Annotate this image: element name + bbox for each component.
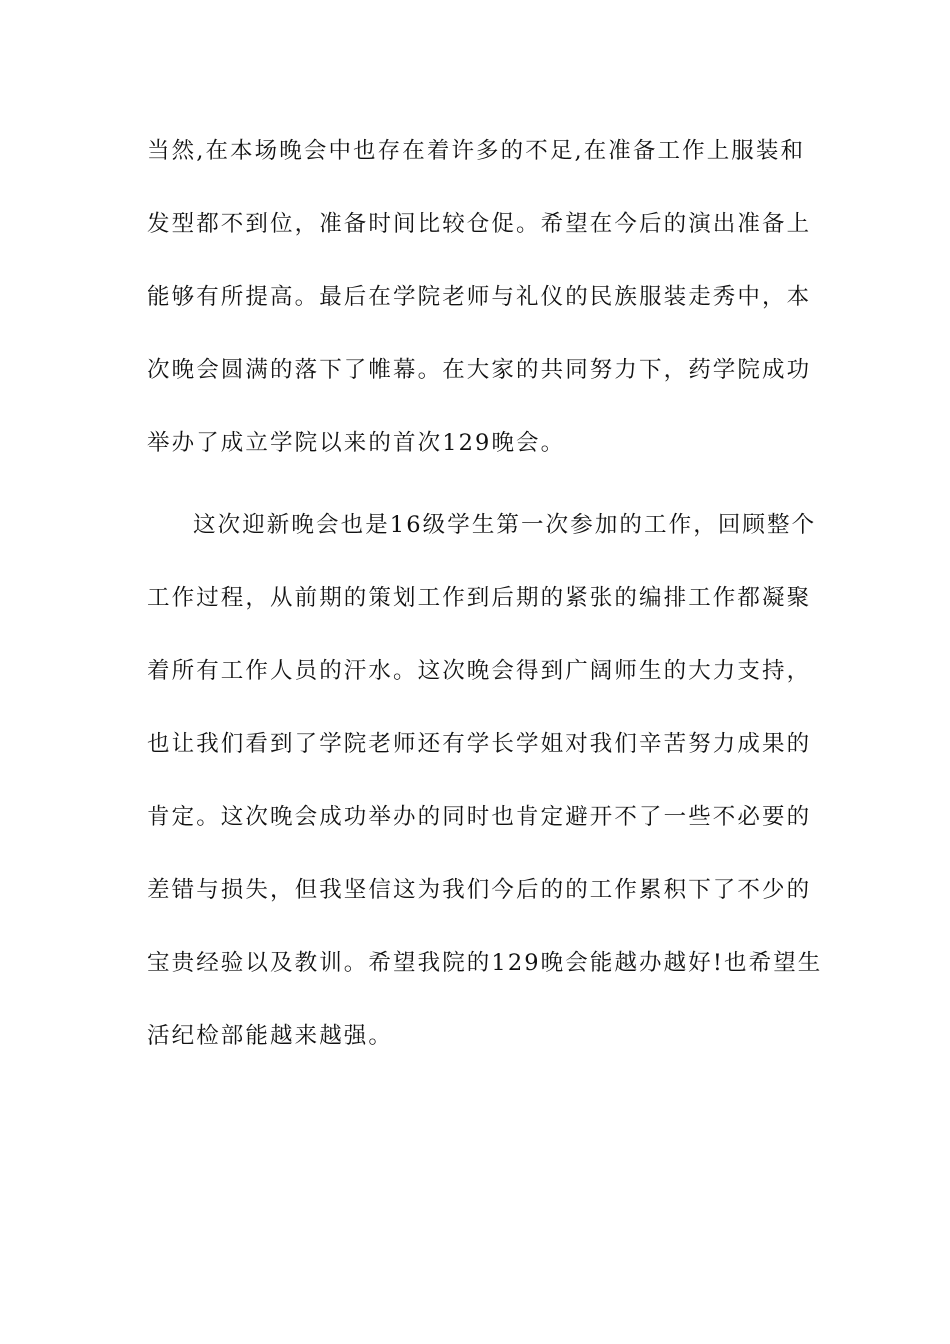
- text-line: 次晚会圆满的落下了帷幕。在大家的共同努力下，药学院成功: [147, 357, 812, 383]
- text-line: 举办了成立学院以来的首次129晚会。: [147, 430, 566, 456]
- text-line: 宝贵经验以及教训。希望我院的129晚会能越办越好!也希望生: [147, 950, 823, 976]
- text-line: 差错与损失，但我坚信这为我们今后的的工作累积下了不少的: [147, 877, 812, 903]
- text-line: 肯定。这次晚会成功举办的同时也肯定避开不了一些不必要的: [147, 804, 812, 830]
- text-line: 当然,在本场晚会中也存在着许多的不足,在准备工作上服装和: [147, 138, 806, 164]
- text-line: 工作过程，从前期的策划工作到后期的紧张的编排工作都凝聚: [147, 585, 812, 611]
- text-line: 着所有工作人员的汗水。这次晚会得到广阔师生的大力支持，: [147, 658, 812, 684]
- text-line: 这次迎新晚会也是16级学生第一次参加的工作，回顾整个: [193, 512, 817, 538]
- text-line: 能够有所提高。最后在学院老师与礼仪的民族服装走秀中，本: [147, 284, 812, 310]
- text-line: 活纪检部能越来越强。: [147, 1023, 394, 1049]
- text-line: 发型都不到位，准备时间比较仓促。希望在今后的演出准备上: [147, 211, 812, 237]
- text-line: 也让我们看到了学院老师还有学长学姐对我们辛苦努力成果的: [147, 731, 812, 757]
